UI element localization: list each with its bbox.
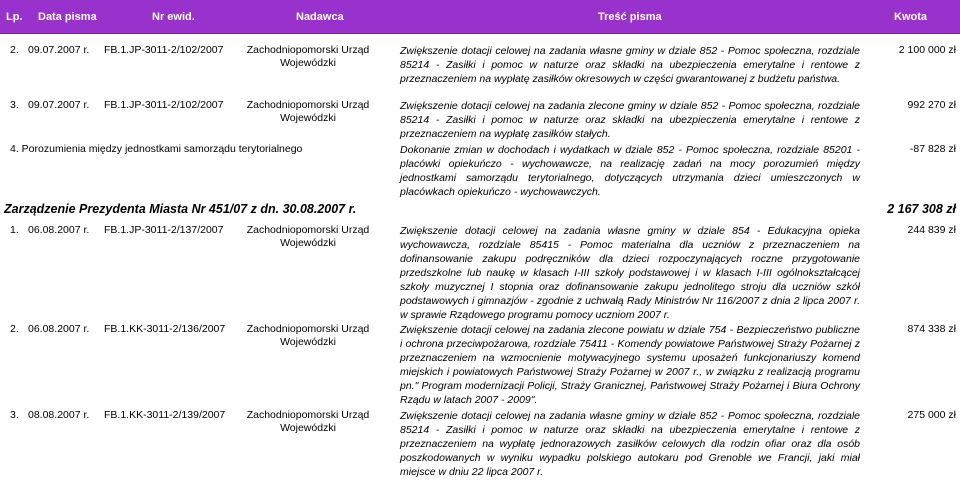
- row-date: 08.08.2007 r.: [28, 409, 90, 421]
- row-number: 3.: [10, 409, 19, 421]
- row-sender: Zachodniopomorski Urząd Wojewódzki: [246, 409, 370, 434]
- row-content: Dokonanie zmian w dochodach i wydatkach w dziale 852 - Pomoc społeczna, rozdziale 85201 - placówki opiekuńczo - wychowawcze, na realizację zadań na mocy porozumień między jednostkami samorządu terytorialnego, dotyczących utrzymania dzieci umieszczonych w placówkach opiekuńczo - wychowawczych.: [400, 144, 860, 198]
- row-content: Zwiększenie dotacji celowej na zadania własne gminy w dziale 852 - Pomoc społeczna, rozdziale 85214 - Zasiłki i pomoc w naturze oraz składki na ubezpieczenia emerytalne i rentowe z przeznaczeniem na wypłatę jednorazowych zasiłków celowych dla rodzin ofiar oraz dla osób poszkodowanych w wyniku wypadku polskiego autokaru pod Grenoble we Francji, jaki miał miejsce w dniu 22 lipca 2007 r.: [400, 410, 860, 478]
- row-amount: 992 270 zł: [907, 99, 956, 111]
- header-nadawca: Nadawca: [296, 11, 344, 23]
- section-amount: 2 167 308 zł: [887, 202, 956, 216]
- row-amount: 2 100 000 zł: [898, 44, 956, 56]
- header-kwota: Kwota: [894, 11, 927, 23]
- row-content: Zwiększenie dotacji celowej na zadania własne gminy w dziale 852 - Pomoc społeczna, rozdziale 85214 - Zasiłki i pomoc w naturze oraz składki na ubezpieczenia emerytalne i rentowe z przeznaczeniem na wypłatę zasiłków okresowych w części gwarantowanej z budżetu państwa.: [400, 45, 860, 85]
- row-ref: FB.1.JP-3011-2/102/2007: [104, 44, 224, 56]
- header-lp: Lp.: [6, 11, 23, 23]
- row-date: 06.08.2007 r.: [28, 323, 90, 335]
- table-header: [0, 0, 960, 34]
- header-nr-ewid: Nr ewid.: [152, 11, 195, 23]
- row-number: 2.: [10, 44, 19, 56]
- row-amount: 874 338 zł: [907, 323, 956, 335]
- row-content: Zwiększenie dotacji celowej na zadania zlecone gminy w dziale 852 - Pomoc społeczna, rozdziale 85214 - Zasiłki i pomoc w naturze oraz składki na ubezpieczenia emerytalne i rentowe z przeznaczeniem na wypłatę zasiłków stałych.: [400, 100, 860, 140]
- row-sender: Zachodniopomorski Urząd Wojewódzki: [246, 99, 370, 124]
- row-amount: -87 828 zł: [909, 143, 956, 155]
- row-number: 1.: [10, 224, 19, 236]
- row-ref: FB.1.JP-3011-2/102/2007: [104, 99, 224, 111]
- row-sender: Zachodniopomorski Urząd Wojewódzki: [246, 323, 370, 348]
- row-agreements-label: 4. Porozumienia między jednostkami samorządu terytorialnego: [10, 143, 303, 155]
- row-content: Zwiększenie dotacji celowej na zadania zlecone powiatu w dziale 754 - Bezpieczeństwo publiczne i ochrona przeciwpożarowa, rozdziale 75411 - Komendy powiatowe Państwowej Straży Pożarnej z przeznaczeniem na wzmocnienie motywacyjnego systemu uposażeń funkcjonariuszy komend miejskich i powiatowych Państwowej Straży Pożarnej w 2007 r., w związku z realizacją programu pn." Program modernizacji Policji, Straży Granicznej, Państwowej Straży Pożarnej i Biura Ochrony Rządu w latach 2007 - 2009".: [400, 324, 860, 406]
- row-ref: FB.1.KK-3011-2/139/2007: [104, 409, 226, 421]
- row-amount: 244 839 zł: [907, 224, 956, 236]
- row-number: 3.: [10, 99, 19, 111]
- row-date: 06.08.2007 r.: [28, 224, 90, 236]
- row-sender: Zachodniopomorski Urząd Wojewódzki: [246, 224, 370, 249]
- row-number: 2.: [10, 323, 19, 335]
- row-date: 09.07.2007 r.: [28, 99, 90, 111]
- row-content: Zwiększenie dotacji celowej na zadania własne gminy w dziale 854 - Edukacyjna opieka wychowawcza, rozdziale 85415 - Pomoc materialna dla uczniów z przeznaczeniem na dofinansowanie zakupu podręczników dla dzieci rozpoczynających roczne przygotowanie przedszkolne lub naukę w klasach I-III szkoły podstawowej i w klasach I-III ogólnokształcącej szkoły muzycznej I stopnia oraz dofinansowanie zakupu jednolitego stroju dla uczniów szkół podstawowych i gimnazjów - zgodnie z uchwałą Rady Ministrów Nr 116/2007 z dnia 2 lipca 2007 r. w sprawie Rządowego programu pomocy uczniom 2007 r.: [400, 225, 860, 321]
- row-ref: FB.1.JP-3011-2/137/2007: [104, 224, 224, 236]
- row-sender: Zachodniopomorski Urząd Wojewódzki: [246, 44, 370, 69]
- row-amount: 275 000 zł: [907, 409, 956, 421]
- header-data-pisma: Data pisma: [38, 11, 97, 23]
- row-date: 09.07.2007 r.: [28, 44, 90, 56]
- header-tresc: Treść pisma: [598, 11, 662, 23]
- section-title: Zarządzenie Prezydenta Miasta Nr 451/07 z dn. 30.08.2007 r.: [4, 202, 357, 216]
- row-ref: FB.1.KK-3011-2/136/2007: [104, 323, 226, 335]
